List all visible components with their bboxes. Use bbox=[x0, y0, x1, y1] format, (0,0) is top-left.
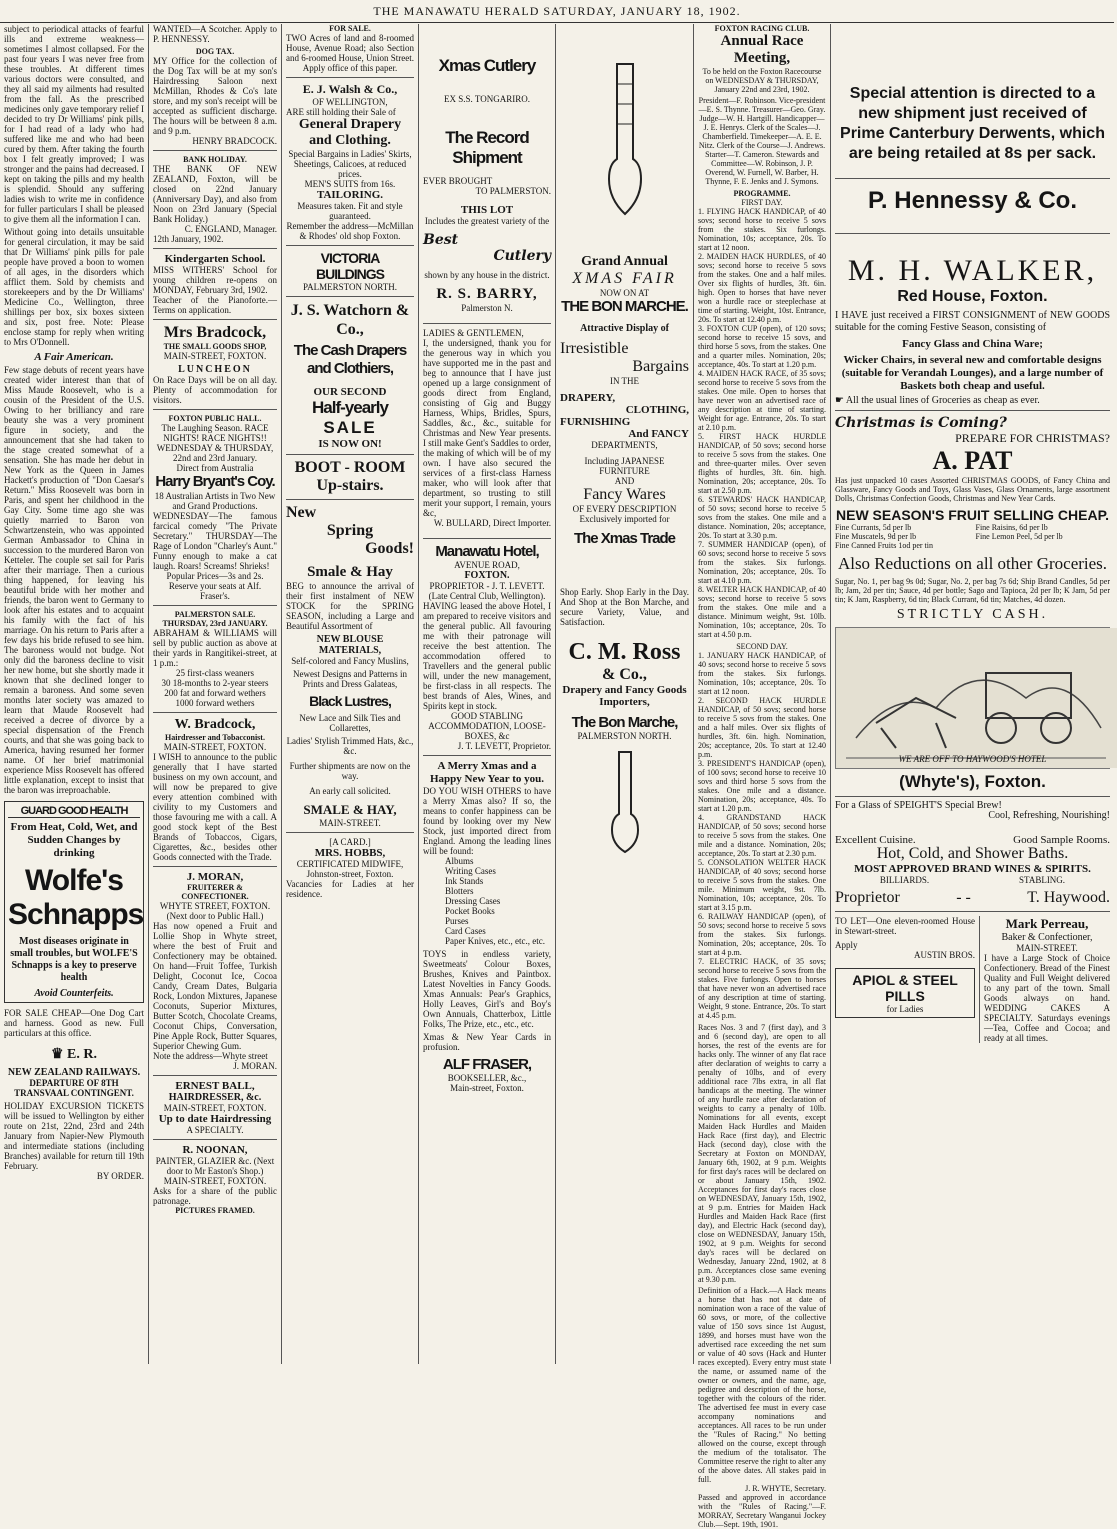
list-item: Blotters bbox=[445, 886, 474, 896]
whytes-foxton: (Whyte's), Foxton. bbox=[899, 772, 1046, 791]
officials: President—F. Robinson. Vice-president—E. S. Thynne. Treasurer—Geo. Gray. Judge—W. H. Hartgill. Handicapper—J. E. Henrys. Clerk of the Scales—J. Chamberfield. Timekeeper—A. E. E. Nitz. Clerk of the Course—J. Andrews. Starter—T. Cameron. Stewards and Committee—W. Robinson, J. P. Overend, W. Furnell, W. Barber, H. Thynne, F. E. Jenks and J. Symons. bbox=[698, 96, 826, 186]
and-label: AND bbox=[614, 476, 635, 486]
departments: DEPARTMENTS, bbox=[591, 440, 658, 450]
proprietor-dash: - - bbox=[956, 889, 971, 906]
best-label: Best bbox=[423, 232, 459, 248]
boot-room: BOOT - ROOM bbox=[294, 459, 406, 476]
race-item: 1. JANUARY HACK HANDICAP, of 40 sovs; second horse to receive 5 sovs from the stakes. Six furlongs. Nomination, 10s; acceptance, 20s. To start at 12 noon. bbox=[698, 651, 826, 696]
cool-refreshing: Cool, Refreshing, Nourishing! bbox=[988, 810, 1110, 821]
bank-title: BANK HOLIDAY. bbox=[183, 155, 247, 164]
fraser-sub: BOOKSELLER, &c., bbox=[447, 1073, 527, 1083]
hack-definition: Definition of a Hack.—A Hack means a horse that has not at date of nomination won a race of the value of 60 sovs, or more, of the collective value of 150 sovs since 1st August, 1899, and horses must have won the advertised race exceeding the net sum or value of 40 sovs (Hack and Hunter races excepted). Every entry must state the name, or assumed name of the owner or owners, and the name, age, pedigree and description of the horse, together with the colours of the rider. The advertised fee must in every case accompany nominations and acceptances. All races to be run under the "Rules of Racing." No betting allowed on the course, except through the medium of the totalisator. The Committee reserve the right to alter any of the above dates. All stakes paid in full. bbox=[698, 1286, 826, 1484]
further-shipments: Further shipments are now on the way. bbox=[289, 761, 411, 781]
bon-marche-2: The Bon Marche, bbox=[571, 714, 678, 731]
luncheon-title: LUNCHEON bbox=[178, 364, 252, 375]
first-day: FIRST DAY. bbox=[741, 198, 783, 207]
race-item: 6. STEWARDS' HACK HANDICAP, of 50 sovs; second horse to receive 5 sovs from the stakes. One mile and a distance. Nomination, 20s; acceptance, 20s. To start at 3.30 p.m. bbox=[698, 495, 826, 540]
ladies-hats: Ladies' Stylish Trimmed Hats, &c., &c. bbox=[286, 736, 414, 756]
speights: For a Glass of SPEIGHT'S Special Brew! bbox=[835, 800, 1002, 811]
grand-annual: Grand Annual bbox=[581, 254, 668, 269]
ernest-tag2: A SPECIALTY. bbox=[186, 1125, 244, 1135]
haywood-name: T. Haywood. bbox=[1027, 889, 1110, 906]
race-item: 4. GRANDSTAND HACK HANDICAP, of 50 sovs; second horse to receive 5 sovs from the stakes. One mile and a distance. Nomination, 20s; acceptance, 20s. To start at 2.30 p.m. bbox=[698, 813, 826, 858]
walsh-tailoring: TAILORING. bbox=[316, 189, 384, 201]
bullard-sig: W. BULLARD, Direct Importer. bbox=[433, 518, 551, 528]
is-now-on: IS NOW ON! bbox=[318, 438, 382, 450]
dogtax-title: DOG TAX. bbox=[195, 47, 235, 56]
walsh-sub: OF WELLINGTON, bbox=[312, 97, 388, 107]
hotel-road: AVENUE ROAD, bbox=[454, 560, 520, 570]
perreau-title: Mark Perreau, bbox=[1005, 916, 1089, 931]
hotel-town: FOXTON. bbox=[464, 570, 510, 581]
ross-co: & Co., bbox=[602, 666, 647, 683]
card-label: [A CARD.] bbox=[329, 837, 371, 847]
christmas-coming: Christmas is Coming? bbox=[835, 415, 1007, 431]
xmas-cards: Xmas & New Year Cards in profusion. bbox=[423, 1032, 551, 1052]
spring-label: Spring bbox=[326, 522, 374, 539]
toys: TOYS in endless variety, Sweetmeats' Colour Boxes, Brushes, Knives and Paintbox. Latest Novelties in Fancy Goods. Xmas Annuals: Pear's Graphics, Holly Leaves, Girl's and Boy's Own Annuals, Chatterbox, Little Folks, The Prize, etc., etc., etc. bbox=[423, 949, 551, 1029]
hall-dates: WEDNESDAY & THURSDAY, 22nd and 23rd January. bbox=[156, 443, 274, 463]
list-item: Pocket Books bbox=[445, 906, 495, 916]
list-item: Fine Muscatels, 9d per lb bbox=[835, 532, 917, 541]
annual-meeting: Annual Race Meeting, bbox=[720, 33, 804, 66]
list-item: Writing Cases bbox=[445, 866, 496, 876]
billiards: BILLIARDS. bbox=[879, 875, 930, 885]
black-lustres: Black Lustres, bbox=[309, 693, 391, 709]
w-bradcock-sub: Hairdresser and Tobacconist. bbox=[165, 733, 265, 742]
shown-by: shown by any house in the district. bbox=[424, 270, 550, 280]
sugar-list: Sugar, No. 1, per bag 9s 0d; Sugar, No. 2, per bag 7s 6d; Ship Brand Candles, 5d per lb; Jam, 2d per tin; Sauce, 4d per bottle; Sago and Tapioca, 2d per lb; K Jam, 5d per tin; K Jam, Raspberry, 6d tin; Black Currant, 6d tin; Matches, 4d dozen. bbox=[835, 577, 1110, 604]
and-fancy: And FANCY bbox=[628, 428, 689, 440]
noonan-title: R. NOONAN, bbox=[182, 1144, 248, 1156]
race-item: 1. FLYING HACK HANDICAP, of 40 sovs; second horse to receive 5 sovs from the stakes. Six furlongs. Nomination, 10s; acceptance, 20s. To start at 12 noon. bbox=[698, 207, 826, 252]
racing-club: FOXTON RACING CLUB. bbox=[714, 24, 810, 33]
hobbs-body: Vacancies for Ladies at her residence. bbox=[286, 879, 414, 899]
list-item: Card Cases bbox=[445, 926, 486, 936]
bargains: Bargains bbox=[632, 358, 689, 375]
ross-importers: Drapery and Fancy Goods Importers, bbox=[562, 684, 687, 708]
perreau-block bbox=[984, 916, 1110, 1043]
luncheon-body: On Race Days will be on all day. Plenty of accommodation for visitors. bbox=[153, 375, 277, 405]
mrs-bradcock-title: Mrs Bradcock, bbox=[163, 324, 267, 341]
apply: Apply bbox=[835, 940, 858, 950]
pointing-hand-icon: ☛ bbox=[835, 395, 846, 406]
furnishing: FURNISHING bbox=[560, 416, 631, 428]
merry-xmas: A Merry Xmas and a Happy New Year to you. bbox=[430, 760, 544, 785]
w-bradcock-addr: MAIN-STREET, FOXTON. bbox=[163, 742, 267, 752]
strictly-cash: STRICTLY CASH. bbox=[896, 607, 1049, 622]
apiol-sub: for Ladies bbox=[886, 1004, 924, 1014]
clothing: CLOTHING, bbox=[625, 404, 689, 416]
wolfe-ad bbox=[4, 801, 144, 1003]
blouse: NEW BLOUSE MATERIALS, bbox=[316, 634, 384, 656]
billiards-row bbox=[835, 875, 1110, 885]
baths: Hot, Cold, and Shower Baths. bbox=[876, 845, 1069, 862]
apat-body: Has just unpacked 10 cases Assorted CHRISTMAS GOODS, of Fancy China and Glassware, Fancy Goods and Toys, Glass Vases, Glass Ornaments, large assortment Dolls, Christmas Confection Goods, Christmas and New Year Cards. bbox=[835, 476, 1110, 503]
victoria-title: VICTORIA BUILDINGS bbox=[316, 250, 384, 282]
list-item: Albums bbox=[445, 856, 474, 866]
reductions: Also Reductions on all other Groceries. bbox=[837, 554, 1108, 573]
list-item: Ink Stands bbox=[445, 876, 484, 886]
second-day: SECOND DAY. bbox=[736, 642, 788, 651]
ship-name: EX S.S. TONGARIRO. bbox=[444, 94, 530, 104]
austin-bros: AUSTIN BROS. bbox=[913, 950, 975, 960]
prepare: PREPARE FOR CHRISTMAS? bbox=[955, 431, 1110, 445]
cutlery-label: Cutlery bbox=[493, 248, 551, 264]
wolfe-name: Wolfe's Schnapps bbox=[8, 864, 144, 931]
apat-title: A. PAT bbox=[932, 446, 1013, 475]
race-item: 3. FOXTON CUP (open), of 120 sovs; second horse to receive 15 sovs, and third horse 5 sovs, from the stakes. One and a quarter miles. Nomination, 20s; acceptance, 40s. To start at 1.20 p.m. bbox=[698, 324, 826, 369]
early-call: An early call solicited. bbox=[309, 786, 391, 796]
new-label: New bbox=[286, 504, 317, 521]
ever-brought: EVER BROUGHT bbox=[423, 176, 493, 186]
bullard-body: I, the undersigned, thank you for the generous way in which you have supported me in the past and beg to announce that I have just opened up a large consignment of goods direct from England, consisting of Gig and Buggy Harness, Whips, Bridles, Spurs, Saddles, &c., &c., suitable for Christmas and New Year presents. I still make Gent's Saddles to order, the making of which will be of my own. I have also secured the services of a first-class Harness maker, who will look after that department, so trusting to still merit your support, I remain, yours &c, bbox=[423, 338, 551, 518]
harry-prices: Popular Prices—3s and 2s. Reserve your seats at Alf. Fraser's. bbox=[166, 571, 264, 601]
newest-designs: Newest Designs and Patterns in Prints and Dress Galateas, bbox=[293, 669, 407, 689]
race-item: 5. CONSOLATION WELTER HACK HANDICAP, of 40 sovs; second horse to receive 5 sovs from the stakes. One mile. Minimum weight, 9st. 7lb. Nomination, 10s; acceptance, 20s. To start at 3.15 p.m. bbox=[698, 858, 826, 912]
perreau-body: I have a Large Stock of Choice Confectionery. Bread of the Finest Quality and Full Weight delivered to any part of the town. Small Goods always on hand. WEDDING CAKES A SPECIALTY. Saturdays evenings—Tea, Coffee and Cocoa; and ready at all times. bbox=[984, 953, 1110, 1043]
ernest-title: ERNEST BALL, bbox=[175, 1080, 255, 1092]
bon-marche: THE BON MARCHE. bbox=[561, 298, 688, 315]
column-7 bbox=[831, 24, 1114, 1364]
wolfe-body: Most diseases originate in small troubles, but WOLFE'S Schnapps is a key to preserve health bbox=[10, 936, 138, 983]
divider bbox=[979, 916, 980, 1043]
hotel-title: Manawatu Hotel, bbox=[435, 543, 539, 560]
walsh-special: Special Bargains in Ladies' Skirts, Sheetings, Calicoes, at reduced prices. bbox=[288, 149, 412, 179]
ernest-sub: HAIRDRESSER, &c. bbox=[168, 1092, 262, 1103]
half-yearly: Half-yearly bbox=[312, 398, 388, 417]
noonan-addr: MAIN-STREET, FOXTON. bbox=[163, 1176, 267, 1186]
wolfe-heading: GUARD GOOD HEALTH bbox=[8, 805, 140, 818]
hobbs-sub: CERTIFICATED MIDWIFE, bbox=[296, 859, 404, 869]
article-title: A Fair American. bbox=[34, 351, 114, 363]
list-item: Dressing Cases bbox=[445, 896, 501, 906]
smale-hay-sig: SMALE & HAY, bbox=[303, 802, 397, 817]
proprietor-label: Proprietor bbox=[835, 889, 900, 906]
hobbs-addr: Johnston-street, Foxton. bbox=[306, 869, 394, 879]
harry-programme: WEDNESDAY—The famous farcical comedy "The Private Secretary." THURSDAY—The Rage of London "Charley's Aunt." Funny enough to make a cat laugh. Roars! Screams! Shrieks! bbox=[153, 511, 277, 571]
race-item: 2. MAIDEN HACK HURDLES, of 40 sovs; second horse to receive 5 sovs from the stakes. One and a half miles. Over six flights of hurdles, 3ft. 6in. high. Open to horses that have never won a hurdle race or steeplechase at time of starting. Weight, 10st. Entrance, 20s. To start at 12.40 p.m. bbox=[698, 252, 826, 324]
kinder-body: MISS WITHERS' School for young children re-opens on MONDAY, February 3rd, 1902. bbox=[153, 265, 277, 295]
moran-body: Has now opened a Fruit and Lollie Shop in Whyte street, where the best of Fruit and Confectionery may be obtained. On hand—Fruit Toffee, Turkish Delight, Coconut Ice, Cocoa Candy, Cream Dates, Bulgaria Rock, London Mixtures, Japanese Coconuts, Superior Mixtures, Butter Scotch, Chocolate Creams, Coconut Chips, Conversation, Pine Apple Rock, Butter Squares, Superior Chewing Gum. bbox=[153, 921, 277, 1051]
forsale-title: FOR SALE. bbox=[329, 24, 371, 33]
japanese: Including JAPANESE FURNITURE bbox=[584, 456, 665, 476]
perreau-sub: Baker & Confectioner, bbox=[1001, 932, 1093, 943]
moran-title: J. MORAN, bbox=[186, 871, 244, 883]
brand-wines: MOST APPROVED BRAND WINES & SPIRITS. bbox=[854, 863, 1091, 875]
race-item: 7. ELECTRIC HACK, of 35 sovs; second horse to receive 5 sovs from the stakes. Five furlongs. Open to horses that have never won an advertised race of any description at time of starting. Weight, 9 stone. Entrance, 20s. To start at 4.45 p.m. bbox=[698, 957, 826, 1020]
hotel-sig: J. T. LEVETT, Proprietor. bbox=[457, 741, 551, 751]
pointing-hand-icon bbox=[560, 24, 689, 254]
sale-body: ABRAHAM & WILLIAMS will sell by public auction as above at their yards in Rangitikei-street, at 1 p.m.: bbox=[153, 628, 277, 668]
fruit-heading: NEW SEASON'S FRUIT SELLING CHEAP. bbox=[836, 507, 1109, 523]
every-desc: OF EVERY DESCRIPTION bbox=[572, 504, 677, 514]
hall-sub: The Laughing Season. RACE NIGHTS! RACE NIGHTS!! bbox=[161, 423, 269, 443]
sale-item: 30 18-months to 2-year steers bbox=[161, 678, 269, 688]
w-bradcock-title: W. Bradcock, bbox=[174, 717, 256, 732]
sale-item: 200 fat and forward wethers bbox=[164, 688, 266, 698]
walsh-title: E. J. Walsh & Co., bbox=[302, 82, 398, 96]
new-lace: New Lace and Silk Ties and Collarettes, bbox=[299, 713, 401, 733]
selfcolored: Self-colored and Fancy Muslins, bbox=[291, 656, 409, 666]
to-let-block bbox=[835, 916, 975, 1043]
fruit-list bbox=[835, 523, 1110, 550]
bank-date: 12th January, 1902. bbox=[153, 234, 224, 244]
stabling: STABLING. bbox=[1019, 875, 1066, 885]
walsh-big: General Drapery and Clothing. bbox=[298, 117, 402, 148]
hotel-stabling: GOOD STABLING ACCOMMODATION, LOOSE-BOXES, &c bbox=[428, 711, 546, 741]
sale-big: SALE bbox=[323, 418, 377, 437]
column-2 bbox=[149, 24, 281, 1364]
race-item: 2. SECOND HACK HURDLE HANDICAP, of 50 sovs; second horse to receive 5 sovs from the stakes. One and a half miles. Over six flights of hurdles, 3ft. 6in. high. Nomination, 20s; acceptance, 20s. To start at 12.40 p.m. bbox=[698, 696, 826, 759]
xmas-trade: The Xmas Trade bbox=[573, 530, 676, 547]
walsh-addr: Remember the address—McMillan & Rhodes' old shop Foxton. bbox=[286, 221, 414, 241]
programme: PROGRAMME. bbox=[733, 189, 791, 198]
column-3 bbox=[282, 24, 418, 1364]
rail-foot: BY ORDER. bbox=[96, 1171, 144, 1181]
mrs-bradcock-addr: MAIN-STREET, FOXTON. bbox=[163, 351, 267, 361]
hennessy-title: P. Hennessy & Co. bbox=[868, 187, 1077, 214]
race-rules: Races Nos. 3 and 7 (first day), and 3 and 6 (second day), are open to all horses, the rest of the events are for hacks only. The winner of any flat race after declaration of weights to carry a penalty of 10lbs, and of every additional race 7lbs extra, in all flat handicaps at the meeting. The winner of any hurdle race after declaration of weights to carry a penalty of 10lb. Nominations for all events, except Maiden Hack Hurdles and Maiden Hack Race (first day), and Electric Hack (second day), close with the Secretary at Foxton on MONDAY, January 6th, 1902, at 9 p.m. Weights for first day's races will be declared on or about January 15th, 1902. Acceptances for first day's races close on WEDNESDAY, January 15th, 1902, at 9 p.m. Entries for Maiden Hack Hurdles and Maiden Hack Race (first day), and Electric Hack (second day), close on WEDNESDAY, January 15th, 1902, at 9 p.m. Weights for second day's races will be declared on Wednesday, January 22nd, 1902, at 8 p.m. Acceptances close same evening at 9.30 p.m. bbox=[698, 1023, 826, 1284]
palmerston-north: PALMERSTON NORTH. bbox=[577, 731, 672, 741]
red-house: Red House, Foxton. bbox=[897, 288, 1048, 305]
drapery: DRAPERY, bbox=[560, 392, 616, 404]
ernest-tag: Up to date Hairdressing bbox=[158, 1113, 272, 1125]
dogtax-body: MY Office for the collection of the Dog Tax will be at my son's Hairdressing Saloon next McMillan, Rhodes & Co's late store, and my son's receipt will be accepted as sufficient discharge. The hours will be between 8 a.m. and 9 p.m. bbox=[153, 56, 277, 136]
merry-list bbox=[423, 856, 551, 946]
sale-item: 25 first-class weaners bbox=[176, 668, 254, 678]
royal-crest: ♛ E. R. bbox=[50, 1047, 97, 1062]
wolfe-sub: From Heat, Cold, Wet, and Sudden Changes by drinking bbox=[10, 821, 138, 859]
bank-sig: C. ENGLAND, Manager. bbox=[184, 224, 277, 234]
wanted-ad: WANTED—A Scotcher. Apply to P. HENNESSY. bbox=[153, 24, 277, 44]
approval: Passed and approved in accordance with the "Rules of Racing."—F. MORRAY, Secretary Wanganui Jockey Club.—Sept. 19th, 1901. bbox=[698, 1493, 826, 1529]
list-item: Paper Knives, etc., etc., etc. bbox=[445, 936, 545, 946]
list-item: Fine Currants, 5d per lb bbox=[835, 523, 912, 532]
moran-addr: WHYTE STREET, FOXTON. (Next door to Public Hall.) bbox=[159, 901, 271, 921]
smale-body: BEG to announce the arrival of their first instalment of NEW STOCK for the SPRING SEASON, including a Large and Beautiful Assortment of bbox=[286, 581, 414, 631]
wicker-chairs: Wicker Chairs, in several new and comfortable designs (suitable for Verandah Lounges), and a large number of Baskets both cheap and useful. bbox=[841, 354, 1104, 392]
race-item: 6. RAILWAY HANDICAP (open), of 50 sovs; second horse to receive 5 sovs from the stakes. Six furlongs. Nomination, 20s; acceptance, 20s. To start at 4 p.m. bbox=[698, 912, 826, 957]
barry-loc: Palmerston N. bbox=[461, 303, 513, 313]
column-6 bbox=[694, 24, 830, 1529]
smale-main: MAIN-STREET. bbox=[319, 818, 381, 828]
ernest-addr: MAIN-STREET, FOXTON. bbox=[163, 1103, 267, 1113]
goods-label: Goods! bbox=[365, 540, 414, 557]
dogcart-ad: FOR SALE CHEAP—One Dog Cart and harness. Good as new. Full particulars at this office. bbox=[4, 1008, 144, 1038]
now-on-at: NOW ON AT bbox=[599, 288, 650, 298]
column-4 bbox=[419, 24, 555, 1364]
xmas-fair: XMAS FAIR bbox=[572, 270, 677, 287]
merry-body: DO YOU WISH OTHERS to have a Merry Xmas also? If so, the means to confer happiness can be found by looking over my New Stock, just imported direct from England. Among the leading lines will be found: bbox=[423, 786, 551, 856]
watchorn-title: J. S. Watchorn & Co., bbox=[290, 302, 410, 338]
sample-rooms: Good Sample Rooms. bbox=[1013, 834, 1110, 846]
bullard-salutation: LADIES & GENTLEMEN, bbox=[423, 328, 524, 338]
sale-title: PALMERSTON SALE. bbox=[174, 610, 256, 619]
race-item: 3. PRESIDENT'S HANDICAP (open), of 100 sovs; second horse to receive 10 sovs and third horse 5 sovs from the stakes. One mile and a distance. Nomination, 20s; acceptance, 40s. To start at 1.20 p.m. bbox=[698, 759, 826, 813]
to-let: TO LET—One eleven-roomed House in Stewart-street. bbox=[835, 916, 975, 936]
fraser-title: ALF FRASER, bbox=[442, 1056, 532, 1073]
mrs-bradcock-shop: THE SMALL GOODS SHOP, bbox=[163, 342, 267, 351]
hall-title: FOXTON PUBLIC HALL. bbox=[168, 414, 262, 423]
xmas-cutlery: Xmas Cutlery bbox=[438, 56, 536, 75]
article-body: Few stage debuts of recent years have created wider interest than that of Miss Maude Roosevelt, who is a cousin of the President of the U.S. Owing to her brilliancy and rare beauty she was a very prominent figure in society, and the announcement that she had taken to the stage created somewhat of a sensation. She has made her debut in New York as the Queen in James Hackett's production of "Don Caesar's Return." Miss Roosevelt was born in Paris, and spent her childhood in the Gay City. Some time ago she was quietly married to Baron von Schwartzenstein, who was appointed German Ambassador to China in succession to the murdered Baron von Ketteler. The couple set sail for Paris after their marriage. Then a curious thing happened, for leaving his beautiful bride with her mother and friends, the baron went to Germany to look after his estates and to acquaint his family with the fact of his marriage. On his return to Paris after a few days his bride refused to see him. The baroness would not budge. Not only did the baroness decline to visit her new home, but she shortly made it known that she declined longer to remain a baroness. And some seven months later society was amazed to learn that Maude Roosevelt had received a decree of divorce by a special dispensation of the French courts, and that she was going back to America, having resumed her former name. Of her brief matrimonial experience Miss Roosevelt has offered little explanation, except to insist that the baron was irreproachable. bbox=[4, 365, 144, 795]
noonan-sub: PAINTER, GLAZIER &c. (Next door to Mr Easton's Shop.) bbox=[155, 1156, 275, 1176]
our-second: OUR SECOND bbox=[313, 386, 387, 398]
noonan-foot: PICTURES FRAMED. bbox=[175, 1206, 255, 1215]
meeting-held: To be held on the Foxton Racecourse on WEDNESDAY & THURSDAY, January 22nd and 23rd, 1902. bbox=[702, 67, 822, 94]
wolfe-foot: Avoid Counterfeits. bbox=[34, 988, 114, 999]
noonan-body: Asks for a share of the public patronage. bbox=[153, 1186, 277, 1206]
list-item: Fine Lemon Peel, 5d per lb bbox=[975, 532, 1063, 541]
walsh-body: ARE still holding their Sale of bbox=[286, 107, 396, 117]
harry-title: Harry Bryant's Coy. bbox=[155, 473, 275, 490]
coach-illustration bbox=[835, 627, 1110, 769]
pills-note: Without going into details unsuitable for general circulation, it may be said that Dr Williams' pink pills for pale people have proved a boon to women of all ages, in the disorders which afflict them. Sold by chemists and storekeepers and by the Dr Williams' Medicine Co., Wellington, three shillings per box, six boxes sixteen and six, post free. Note: Please enclose stamp for reply when writing to Mrs O'Donnell. bbox=[4, 227, 144, 347]
ross-title: C. M. Ross bbox=[568, 639, 681, 665]
apiol-ad bbox=[835, 968, 975, 1018]
victoria-sub: PALMERSTON NORTH. bbox=[303, 282, 397, 292]
rail-body: HOLIDAY EXCURSION TICKETS will be issued to Wellington by either route on 21st, 22nd, 23rd and 24th January from Napier-New Plymouth and intermediate stations (including Branches) available for return till 19th February. bbox=[4, 1101, 144, 1171]
column-1 bbox=[0, 24, 148, 1364]
apiol-title: APIOL & STEEL PILLS bbox=[852, 972, 958, 1004]
race-item: 7. SUMMER HANDICAP (open), of 60 sovs; second horse to receive 5 sovs from the stakes. Six furlongs. Nomination, 20s; acceptance, 20s. To start at 4.10 p.m. bbox=[698, 540, 826, 585]
sale-item: 1000 forward wethers bbox=[175, 698, 255, 708]
crown-icon: ♛ bbox=[50, 1047, 68, 1062]
column-5 bbox=[556, 24, 693, 1364]
includes: Includes the greatest variety of the bbox=[424, 216, 550, 226]
forsale-body: TWO Acres of land and 8-roomed House, Avenue Road; also Section and 6-roomed House, Union Street. bbox=[286, 33, 414, 63]
secretary-sig: J. R. WHYTE, Secretary. bbox=[745, 1484, 826, 1493]
moran-sig: J. MORAN. bbox=[233, 1061, 277, 1071]
barry-title: R. S. BARRY, bbox=[436, 286, 538, 302]
cash-drapers: The Cash Drapers and Clothiers, bbox=[293, 342, 407, 377]
hotel-body: HAVING leased the above Hotel, I am prepared to receive visitors and the general public. All favouring me with their patronage will receive the best attention. The accommodation offered to Travellers and the general public will, under the new management, be first-class in all respects. The best brands of Ales, Wines, and Spirits kept in stock. bbox=[423, 601, 551, 711]
exclusively: Exclusively imported for bbox=[579, 514, 670, 524]
list-item: Fine Canned Fruits 1od per tin bbox=[835, 541, 933, 550]
kinder-note: Teacher of the Pianoforte.—Terms on application. bbox=[153, 295, 277, 315]
shop-early: Shop Early. Shop Early in the Day. And Shop at the Bon Marche, and secure Variety, Value, and Satisfaction. bbox=[560, 587, 689, 627]
record-shipment: The Record Shipment bbox=[445, 128, 529, 167]
walsh-suits: MEN'S SUITS from 16s. bbox=[304, 179, 396, 189]
masthead: THE MANAWATU HERALD SATURDAY, JANUARY 18, 1902. bbox=[0, 0, 1114, 23]
race-item: 8. WELTER HACK HANDICAP, of 40 sovs; second horse to receive 5 sovs from the stakes. One mile and a distance. Minimum weight, 9st. 10lb. Nomination, 10s; acceptance, 20s. To start at 4.50 p.m. bbox=[698, 585, 826, 639]
smale-title: Smale & Hay bbox=[307, 564, 393, 580]
list-item: Fine Raisins, 6d per lb bbox=[975, 523, 1048, 532]
this-lot: THIS LOT bbox=[460, 204, 514, 216]
pointing-hand-icon bbox=[560, 747, 689, 857]
perreau-addr: MAIN-STREET. bbox=[1016, 943, 1078, 953]
to-palmerston: TO PALMERSTON. bbox=[475, 186, 551, 196]
fancy-wares: Fancy Wares bbox=[583, 486, 666, 503]
walsh-tailoring-note: Measures taken. Fit and style guaranteed. bbox=[297, 201, 403, 221]
pills-testimonial: subject to periodical attacks of fearful ills and extreme weakness—sometimes I almost collapsed. For the past four years I was never free from these troubles. At different times various doctors were consulted, and they all said my ailments had resulted from the fall. As the prescribed medicines only gave temporary relief I decided to try Dr Williams' pink pills, for I had read of a lady who had suffered like me and who had been cured by them. After taking the fourth box I felt greatly improved; I was stronger and the pains had decreased. I kept on taking the pills and my health is splendid. Should any suffering ladies wish to write me in confidence for fuller particulars I shall be pleased to give them all the information I can. bbox=[4, 24, 144, 224]
hall-direct: Direct from Australia bbox=[176, 463, 254, 473]
walker-body: I HAVE just received a FIRST CONSIGNMENT of NEW GOODS suitable for the coming Festive Season, consisting of bbox=[835, 310, 1110, 333]
race-item: 5. FIRST HACK HURDLE HANDICAP, of 50 sovs; second horse to receive 5 sovs from the stakes. One and three-quarter miles. Over seven flights of hurdles, 3ft. 6in. high. Nomination, 20s; acceptance, 20s. To start at 2.50 p.m. bbox=[698, 432, 826, 495]
in-the: IN THE bbox=[609, 376, 640, 386]
dogtax-sig: HENRY BRADCOCK. bbox=[192, 136, 277, 146]
fancy-glass: Fancy Glass and China Ware; bbox=[902, 338, 1043, 350]
upstairs: Up-stairs. bbox=[316, 477, 384, 494]
sale-date: THURSDAY, 23rd JANUARY. bbox=[162, 619, 268, 628]
list-item: Purses bbox=[445, 916, 469, 926]
w-bradcock-body: I WISH to announce to the public generally that I have started business on my own account, and will now be prepared to give every attention combined with civility to my Customers and those favouring me with a call. A good stock kept of the Best Brands of Tobaccos, Cigars, Cigarettes, &c., besides other Goods connected with the Trade. bbox=[153, 752, 277, 862]
cuisine-row bbox=[835, 835, 1110, 845]
irresistible: Irresistible bbox=[560, 340, 629, 357]
walker-title: M. H. WALKER, bbox=[847, 254, 1098, 287]
fraser-addr: Main-street, Foxton. bbox=[450, 1083, 524, 1093]
harry-sub: 18 Australian Artists in Two New and Grand Productions. bbox=[154, 491, 276, 511]
cuisine: Excellent Cuisine. bbox=[835, 834, 916, 846]
attractive: Attractive Display of bbox=[580, 323, 669, 334]
groceries: ☛ All the usual lines of Groceries as cheap as ever. bbox=[835, 395, 1040, 406]
forsale-apply: Apply office of this paper. bbox=[302, 63, 398, 73]
off-to-haywoods: WE ARE OFF TO HAYWOOD'S HOTEL bbox=[898, 754, 1047, 764]
proprietor-row bbox=[835, 889, 1110, 907]
race-item: 4. MAIDEN HACK RACE, of 35 sovs; second horse to receive 5 sovs from the stakes. One mile. Open to horses that have never won an advertised race of any description at time of starting. Weight for age. Entrance, 20s. To start at 2.10 p.m. bbox=[698, 369, 826, 432]
rail-sub: DEPARTURE OF 8TH TRANSVAAL CONTINGENT. bbox=[14, 1078, 134, 1098]
hobbs-title: MRS. HOBBS, bbox=[314, 847, 386, 859]
hotel-prop: PROPRIETOR - J. T. LEVETT. (Late Central Club, Wellington). bbox=[428, 581, 546, 601]
special-attention: Special attention is directed to a new shipment just received of Prime Canterbury Derwents, which are being retailed at 8s per sack. bbox=[840, 85, 1105, 162]
moran-note: Note the address—Whyte street bbox=[153, 1051, 268, 1061]
bank-body: THE BANK OF NEW ZEALAND, Foxton, will be closed on 22nd January (Anniversary Day), and also from Noon on 23rd January (Special Bank Holiday.) bbox=[153, 164, 277, 224]
rail-title: NEW ZEALAND RAILWAYS. bbox=[7, 1067, 141, 1078]
kinder-title: Kindergarten School. bbox=[164, 253, 266, 265]
moran-sub: FRUITERER & CONFECTIONER. bbox=[181, 883, 249, 901]
bottom-row bbox=[835, 916, 1110, 1043]
